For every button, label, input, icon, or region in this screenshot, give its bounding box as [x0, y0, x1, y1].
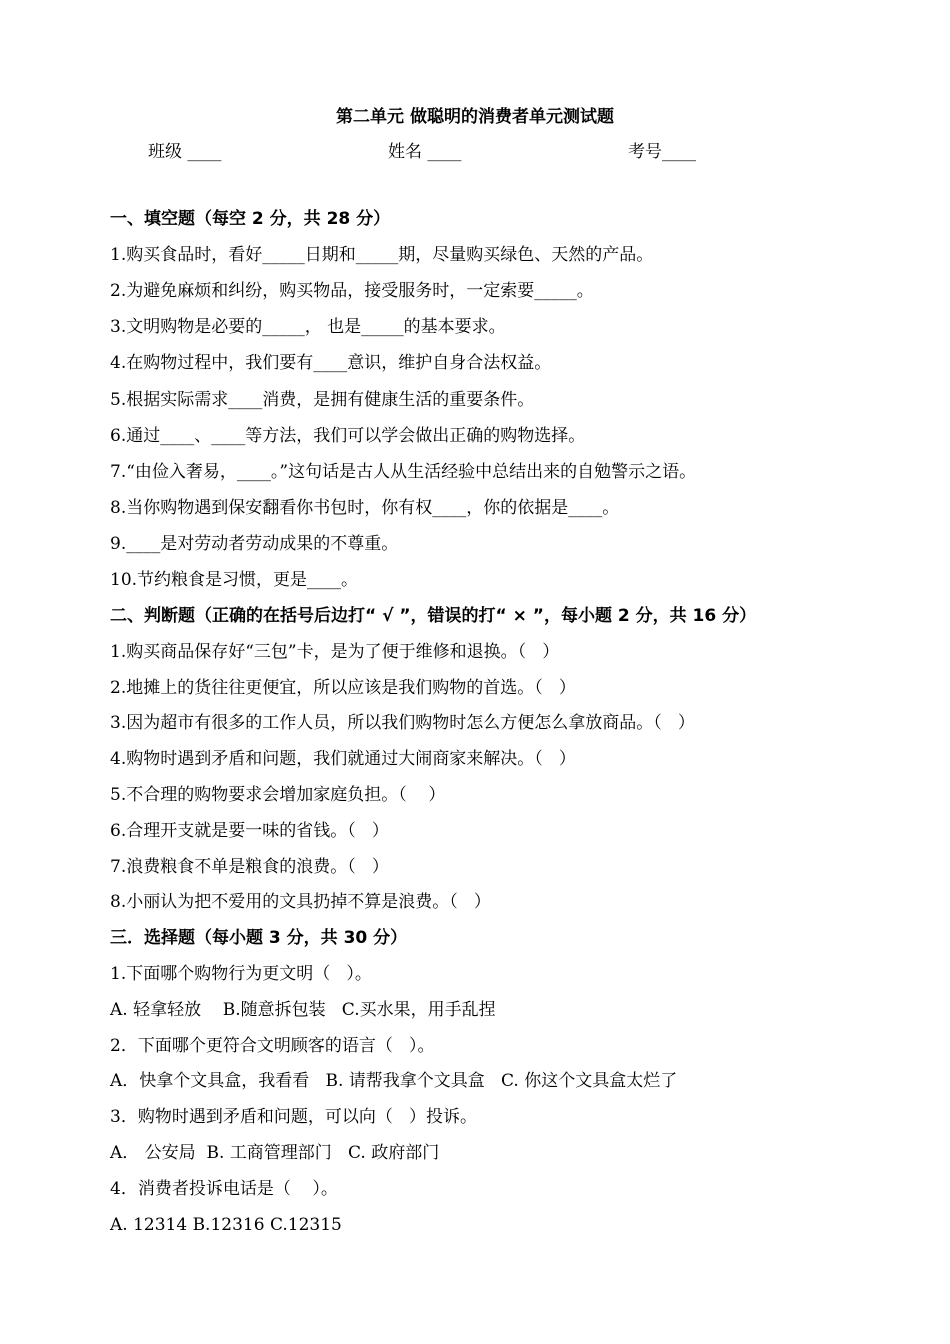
answer-options: A. 12314 B.12316 C.12315 [110, 1215, 342, 1235]
question: 4．消费者投诉电话是（ ）。 [110, 1179, 338, 1199]
answer-options: A．快拿个文具盒，我看看 B. 请帮我拿个文具盒 C. 你这个文具盒太烂了 [110, 1071, 678, 1091]
question: 10.节约粮食是习惯，更是____。 [110, 570, 359, 590]
answer-options: A． 公安局 B. 工商管理部门 C. 政府部门 [110, 1143, 440, 1163]
question: 7.“由俭入奢易，____。”这句话是古人从生活经验中总结出来的自勉警示之语。 [110, 462, 697, 482]
name-field: 姓名 ____ [388, 142, 462, 162]
section2-heading: 二、判断题（正确的在括号后边打“ √ ”，错误的打“ × ”，每小题 2 分，共 16 分） [110, 606, 757, 626]
question: 5.根据实际需求____消费，是拥有健康生活的重要条件。 [110, 390, 535, 410]
section1-heading: 一、填空题（每空 2 分，共 28 分） [110, 209, 391, 229]
question: 6.合理开支就是要一味的省钱。（ ） [110, 821, 389, 841]
question: 8.小丽认为把不爱用的文具扔掉不算是浪费。（ ） [110, 892, 491, 912]
class-field: 班级 ____ [148, 142, 222, 162]
question: 2.地摊上的货往往更便宜，所以应该是我们购物的首选。（ ） [110, 678, 576, 698]
question: 1.购买商品保存好“三包”卡，是为了便于维修和退换。（ ） [110, 642, 560, 662]
question: 2.为避免麻烦和纠纷，购买物品，接受服务时，一定索要_____。 [110, 281, 594, 301]
exam-number-field: 考号____ [628, 142, 696, 162]
page-title: 第二单元 做聪明的消费者单元测试题 [336, 107, 614, 127]
question: 1.购买食品时，看好_____日期和_____期，尽量购买绿色、天然的产品。 [110, 245, 654, 265]
question: 6.通过____、____等方法，我们可以学会做出正确的购物选择。 [110, 426, 586, 446]
question: 4.在购物过程中，我们要有____意识，维护自身合法权益。 [110, 353, 552, 373]
question: 9.____是对劳动者劳动成果的不尊重。 [110, 534, 399, 554]
question: 2．下面哪个更符合文明顾客的语言（ ）。 [110, 1036, 435, 1056]
question: 3．购物时遇到矛盾和问题，可以向（ ）投诉。 [110, 1107, 478, 1127]
question: 7.浪费粮食不单是粮食的浪费。（ ） [110, 857, 389, 877]
question: 4.购物时遇到矛盾和问题，我们就通过大闹商家来解决。（ ） [110, 749, 576, 769]
section3-heading: 三．选择题（每小题 3 分，共 30 分） [110, 928, 408, 948]
answer-options: A. 轻拿轻放 B.随意拆包装 C.买水果，用手乱捏 [110, 1000, 496, 1020]
question: 1.下面哪个购物行为更文明（ ）。 [110, 964, 372, 984]
question: 3.因为超市有很多的工作人员，所以我们购物时怎么方便怎么拿放商品。（ ） [110, 713, 695, 733]
question: 8.当你购物遇到保安翻看你书包时，你有权____，你的依据是____。 [110, 498, 620, 518]
question: 5.不合理的购物要求会增加家庭负担。（ ） [110, 785, 446, 805]
question: 3.文明购物是必要的_____， 也是_____的基本要求。 [110, 317, 506, 337]
